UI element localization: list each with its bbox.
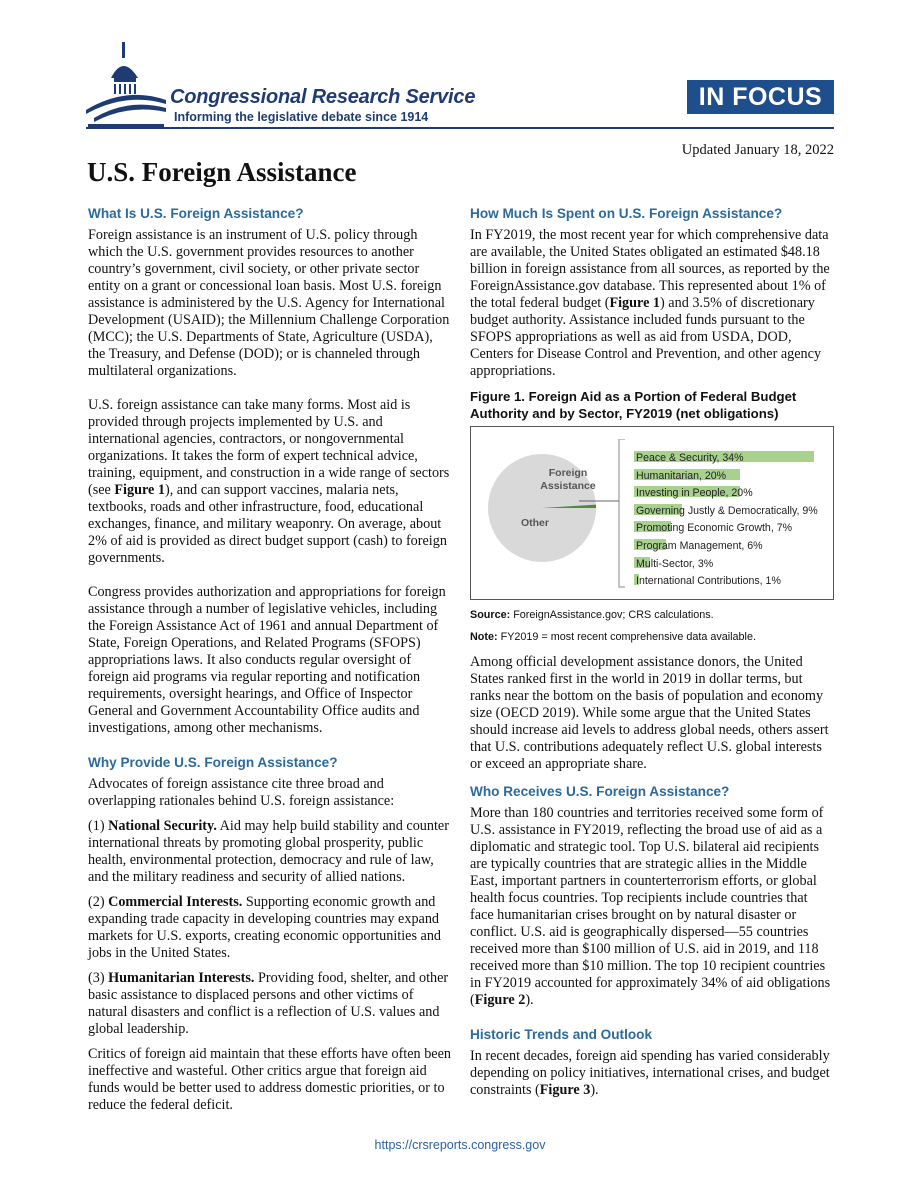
sector-bar-label: Investing in People, 20%: [636, 487, 753, 500]
in-focus-badge: IN FOCUS: [687, 80, 834, 114]
text-run: More than 180 countries and territories received some form of U.S. assistance in FY2019, reflecting the broad use of aid as a diplomatic and strategic tool. Top U.S. bilateral aid recipients are typically countries that are strategic allies in the Middle East, important partners in counterterrorism efforts, or global health focus countries. Top recipients include countries that face humanitarian crises brought on by natural disaster or conflict. U.S. aid is geographically dispersed—55 countries received more than $100 million of U.S. aid in 2019, and 118 received more than $10 million. The top 10 recipient countries in FY2019 accounted for approximately 34% of aid obligations (: [470, 805, 831, 1008]
text-run: Providing food, shelter, and other basic assistance to displaced persons and other victims of natural disasters and conflict is a reflection of U.S. values and global leadership.: [88, 970, 449, 1037]
item-number: (1): [88, 818, 109, 834]
text-run: Aid may help build stability and counter international threats by promoting global prosperity, public health, environmental protection, democracy and rule of law, and the military readiness and security of allied nations.: [88, 818, 449, 885]
right-column: [470, 205, 834, 1107]
sector-bar-label: Program Management, 6%: [636, 540, 763, 552]
sector-bar-row: [634, 572, 834, 586]
figure-ref: Figure 1: [609, 295, 661, 311]
sector-bar-label: Governing Justly & Democratically, 9%: [636, 504, 818, 517]
sector-bar-row: [634, 467, 834, 481]
rationale-item: [88, 894, 452, 962]
sector-bar-row: [634, 502, 834, 516]
paragraph: Among official development assistance donors, the United States ranked first in the world in 2019 in dollar terms, but ranks near the bottom on the basis of population and economy size (OECD 2019). While some argue that the United States should increase aid levels to address global needs, others assert that U.S. contributions adequately reflect U.S. global interests or exceed an appropriate share.: [470, 654, 829, 772]
text-run: U.S. foreign assistance can take many forms. Most aid is provided through projects implemented by U.S. and international agencies, contractors, or nongovernmental organizations. It takes the form of expert technical advice, training, equipment, and construction in a wide range of sectors (see: [88, 397, 450, 498]
figure-source: [470, 608, 834, 622]
sector-bar-row: [634, 519, 834, 533]
sector-bar-row: [634, 537, 834, 551]
item-title: Commercial Interests.: [108, 894, 243, 910]
text-run: In recent decades, foreign aid spending has varied considerably depending on policy initiatives, international crises, and budget constraints (: [470, 1048, 830, 1098]
updated-date: Updated January 18, 2022: [681, 142, 834, 158]
text-run: In FY2019, the most recent year for which comprehensive data are available, the United States obligated an estimated $48.18 billion in foreign assistance from all sources, as reported by the ForeignAssistance.gov database. This represented about 1% of the total federal budget (: [470, 227, 830, 311]
figure-1-chart: [470, 426, 834, 600]
rationale-item: [88, 818, 452, 886]
paragraph: [470, 1048, 834, 1099]
sector-bar-row: [634, 449, 834, 463]
sector-bar-label: Multi-Sector, 3%: [636, 557, 714, 570]
paragraph: [470, 805, 834, 1009]
section-heading: Why Provide U.S. Foreign Assistance?: [88, 755, 338, 770]
figure-title: Figure 1. Foreign Aid as a Portion of Federal Budget Authority and by Sector, FY2019 (net obligations): [470, 389, 797, 421]
figure-ref: Figure 1: [114, 482, 165, 498]
text-run: ) and 3.5% of discretionary budget authority. Assistance included funds pursuant to the SFOPS appropriations as well as aid from USDA, DOD, Centers for Disease Control and Prevention, and other agency appropriations.: [470, 295, 822, 379]
capitol-dome-logo: [86, 42, 166, 128]
section-heading: How Much Is Spent on U.S. Foreign Assistance?: [470, 206, 783, 221]
sector-bar-label: International Contributions, 1%: [636, 575, 781, 588]
paragraph: Advocates of foreign assistance cite three broad and overlapping rationales behind U.S. foreign assistance:: [88, 776, 395, 809]
rationale-item: [88, 970, 452, 1038]
note-text: FY2019 = most recent comprehensive data available.: [497, 631, 756, 643]
pie-label-other: Other: [520, 517, 549, 529]
text-run: ).: [590, 1082, 599, 1098]
item-title: Humanitarian Interests.: [108, 970, 255, 986]
pie-label-foreign-assistance: Foreign Assistance: [540, 467, 596, 492]
section-heading: What Is U.S. Foreign Assistance?: [88, 206, 304, 221]
figure-ref: Figure 3: [539, 1082, 591, 1098]
text-run: Supporting economic growth and expanding trade capacity in developing countries may expand markets for U.S. exports, creating economic opportunities and jobs in the United States.: [88, 894, 442, 961]
sector-bracket: [579, 439, 639, 589]
section-heading: Who Receives U.S. Foreign Assistance?: [470, 784, 730, 799]
header-rule: [86, 127, 834, 129]
source-label: Source:: [470, 609, 511, 621]
page-title: U.S. Foreign Assistance: [87, 157, 357, 187]
footer-link[interactable]: https://crsreports.congress.gov: [374, 1138, 546, 1152]
item-number: (2): [88, 894, 109, 910]
paragraph: Congress provides authorization and appropriations for foreign assistance through a number of legislative vehicles, including the Foreign Assistance Act of 1961 and annual Department of State, Foreign Operations, and Related Programs (SFOPS) appropriations laws. It also conducts regular oversight of foreign aid programs via regular reporting and notification requirements, oversight hearings, and Office of Inspector General and Government Accountability Office audits and investigations, among other mechanisms.: [88, 584, 446, 736]
sector-bar-row: [634, 555, 834, 569]
paragraph: [88, 397, 452, 567]
sector-bar-label: Humanitarian, 20%: [636, 469, 727, 482]
text-run: ).: [525, 992, 534, 1008]
org-name: Congressional Research Service: [170, 86, 476, 108]
section-heading: Historic Trends and Outlook: [470, 1027, 653, 1042]
item-number: (3): [88, 970, 109, 986]
paragraph: Foreign assistance is an instrument of U.S. policy through which the U.S. government provides resources to another country’s government, civil society, or other private sector entity on a grant or concessional loan basis. Most U.S. foreign assistance is administered by the U.S. Agency for International Development (USAID); the Millennium Challenge Corporation (MCC); the U.S. Departments of State, Agriculture (USDA), the Treasury, and Defense (DOD); or is channeled through multilateral organizations.: [88, 227, 450, 379]
org-tagline: Informing the legislative debate since 1914: [174, 110, 429, 124]
sector-bar-row: [634, 484, 834, 498]
left-column: [88, 205, 452, 1122]
paragraph: [470, 227, 834, 380]
figure-ref: Figure 2: [474, 992, 526, 1008]
item-title: National Security.: [108, 818, 217, 834]
figure-note: [470, 630, 834, 644]
paragraph: Critics of foreign aid maintain that these efforts have often been ineffective and wasteful. Other critics argue that foreign aid funds would be better used to address domestic priorities, or to reduce the federal deficit.: [88, 1046, 451, 1113]
sector-bar-label: Promoting Economic Growth, 7%: [636, 522, 793, 535]
text-run: ), and can support vaccines, malaria nets, textbooks, roads and other infrastructure, food, educational exchanges, finance, and military weaponry. On average, about 2% of aid is provided as direct budget support (cash) to foreign governments.: [88, 482, 447, 566]
source-text: ForeignAssistance.gov; CRS calculations.: [510, 609, 714, 621]
sector-bar-label: Peace & Security, 34%: [636, 452, 744, 464]
note-label: Note:: [470, 631, 498, 643]
